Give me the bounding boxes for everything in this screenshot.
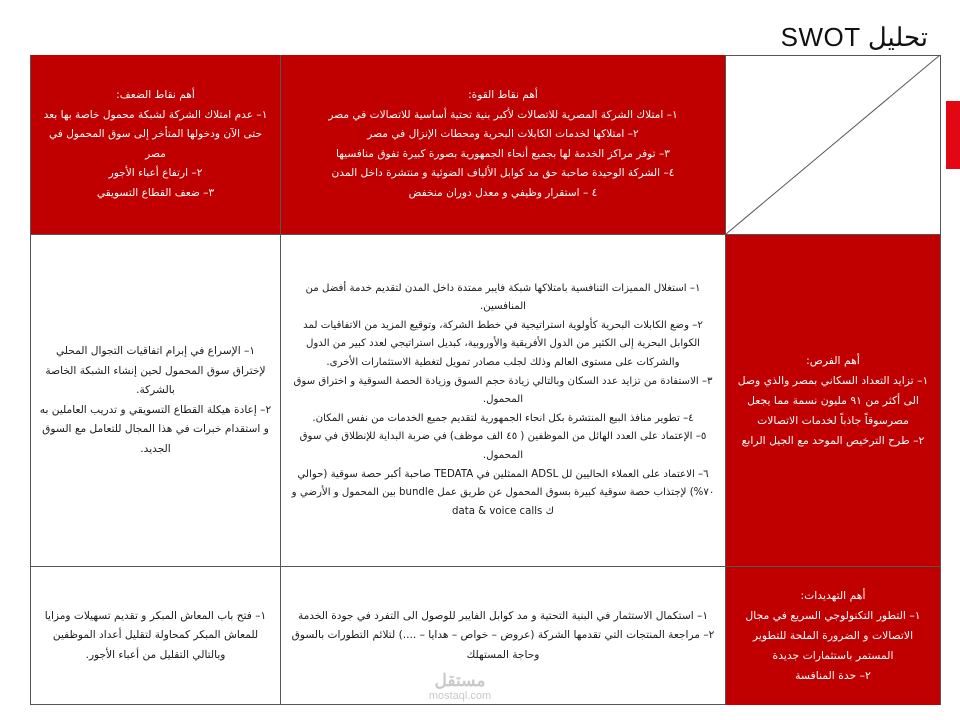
corner-diagonal bbox=[726, 55, 940, 234]
side-accent-tab bbox=[946, 101, 960, 169]
strengths-heading: أهم نقاط القوة: bbox=[468, 89, 538, 101]
wt-strategy-item: ١– فتح باب المعاش المبكر و تقديم تسهيلات ومزايا للمعاش المبكر كمحاولة لتقليل أعداد الموظفين وبالتالي التقليل من أعباء الأجور. bbox=[44, 609, 267, 661]
wo-strategy-item: ٢– إعادة هيكلة القطاع التسويقي و تدريب العاملين به و استقدام خبرات في هذا المجال للتعامل مع السوق الجديد. bbox=[39, 403, 272, 455]
threat-item: ١– التطور التكنولوجي السريع في مجال الاتصالات و الضرورة الملحة للتطوير المستمر باستثمارات جديدة bbox=[745, 609, 921, 662]
threats-cell bbox=[726, 567, 941, 705]
corner-cell bbox=[726, 55, 941, 235]
weakness-item: ٣– ضعف القطاع التسويقي bbox=[96, 186, 215, 199]
so-strategy-item: ٢– وضع الكابلات البحرية كأولوية استراتيجية في خطط الشركة، وتوقيع المزيد من الاتفاقيات لمد الكوابل البحرية إلى الكثير من الدول الأفريقية والأوروبية، كبديل استراتيجي لعدد كبير من الدول والشركات على مستوى العالم وذلك لجلب مصادر تمويل لتغطية الاستثمارات الأخرى. bbox=[303, 319, 703, 369]
weakness-item: ٢– ارتفاع أعباء الأجور bbox=[108, 167, 203, 179]
opportunities-cell bbox=[726, 235, 941, 567]
so-strategy-item: ٦– الاعتماد على العملاء الحاليين لل ADSL الممثلين في TEDATA صاحبة أكبر حصة سوقية (حوالي ٧٠%) لإجتذاب حصة سوقية كبيرة بسوق المحمول عن طريق عمل bundle بين المحمول و الأرضي و ك data & voice calls bbox=[291, 468, 715, 517]
threats-heading: أهم التهديدات: bbox=[800, 589, 866, 602]
strength-item: ٣– توفر مراكز الخدمة لها بجميع أنحاء الجمهورية بصورة كبيرة تفوق منافسيها bbox=[336, 147, 670, 160]
opportunity-item: ٢– طرح الترخيص الموحد مع الجيل الرابع bbox=[741, 433, 925, 447]
strength-item: ٢– امتلاكها لخدمات الكابلات البحرية ومحطات الإنزال في مصر bbox=[367, 128, 639, 140]
strength-item: ١– امتلاك الشركة المصرية للاتصالات لأكبر بنية تحتية أساسية للاتصالات في مصر bbox=[328, 108, 678, 121]
strength-item: ٤– الشركة الوحيدة صاحبة حق مد كوابل الألياف الضوئية و منتشرة داخل المدن bbox=[331, 167, 675, 179]
so-strategies-cell bbox=[281, 235, 726, 567]
weaknesses-cell bbox=[31, 55, 281, 235]
opportunities-heading: أهم الفرص: bbox=[806, 353, 860, 367]
swot-matrix bbox=[30, 55, 940, 705]
so-strategy-item: ٤– تطوير منافذ البيع المنتشرة بكل انحاء الجمهورية لتقديم جميع الخدمات من نفس المكان. bbox=[312, 412, 694, 424]
page-title: تحليل SWOT bbox=[780, 22, 928, 52]
watermark-latin: mostaql.com bbox=[428, 690, 492, 702]
strength-item: ٤ – استقرار وظيفي و معدل دوران منخفض bbox=[408, 186, 598, 199]
weaknesses-heading: أهم نقاط الضعف: bbox=[116, 89, 195, 101]
wt-strategies-cell bbox=[31, 567, 281, 705]
st-strategy-item: ٢– مراجعة المنتجات التي تقدمها الشركة (عروض – خواص – هدايا – ....) لتلائم التطورات بالسوق وحاجة المستهلك bbox=[291, 629, 715, 661]
st-strategy-item: ١– استكمال الاستثمار في البنية التحتية و مد كوابل الفايبر للوصول الى التفرد في جودة الخدمة bbox=[297, 609, 709, 622]
so-strategy-item: ٥– الإعتماد على العدد الهائل من الموظفين ( ٤٥ الف موظف) في ضربة البداية للإنطلاق في سوق المحمول. bbox=[299, 431, 707, 461]
wo-strategies-cell bbox=[31, 235, 281, 567]
wo-strategy-item: ١– الإسراع في إبرام اتفاقيات التجوال المحلي لإختراق سوق المحمول لحين إنشاء الشبكة الخاصة بالشركة. bbox=[45, 345, 266, 396]
watermark-arabic: مستقل bbox=[434, 671, 486, 690]
threat-item: ٢– حدة المنافسة bbox=[795, 669, 871, 682]
strengths-cell bbox=[281, 55, 726, 235]
opportunity-item: ١– تزايد التعداد السكاني بمصر والذي وصل الى أكثر من ٩١ مليون نسمة مما يجعل مصرسوقاً جاذباً لخدمات الاتصالات bbox=[737, 373, 929, 427]
weakness-item: ١– عدم امتلاك الشركة لشبكة محمول خاصة بها بعد حتى الآن ودخولها المتأخر إلى سوق المحمول في مصر bbox=[43, 108, 268, 160]
so-strategy-item: ١– استغلال المميزات التنافسية بامتلاكها شبكة فايبر ممتدة داخل المدن لتقديم خدمة أفضل من المنافسين. bbox=[305, 282, 701, 313]
watermark bbox=[410, 672, 510, 703]
so-strategy-item: ٣– الاستفادة من تزايد عدد السكان وبالتالي زيادة حجم السوق وزيادة الحصة السوقية و اختراق سوق المحمول. bbox=[293, 375, 713, 406]
